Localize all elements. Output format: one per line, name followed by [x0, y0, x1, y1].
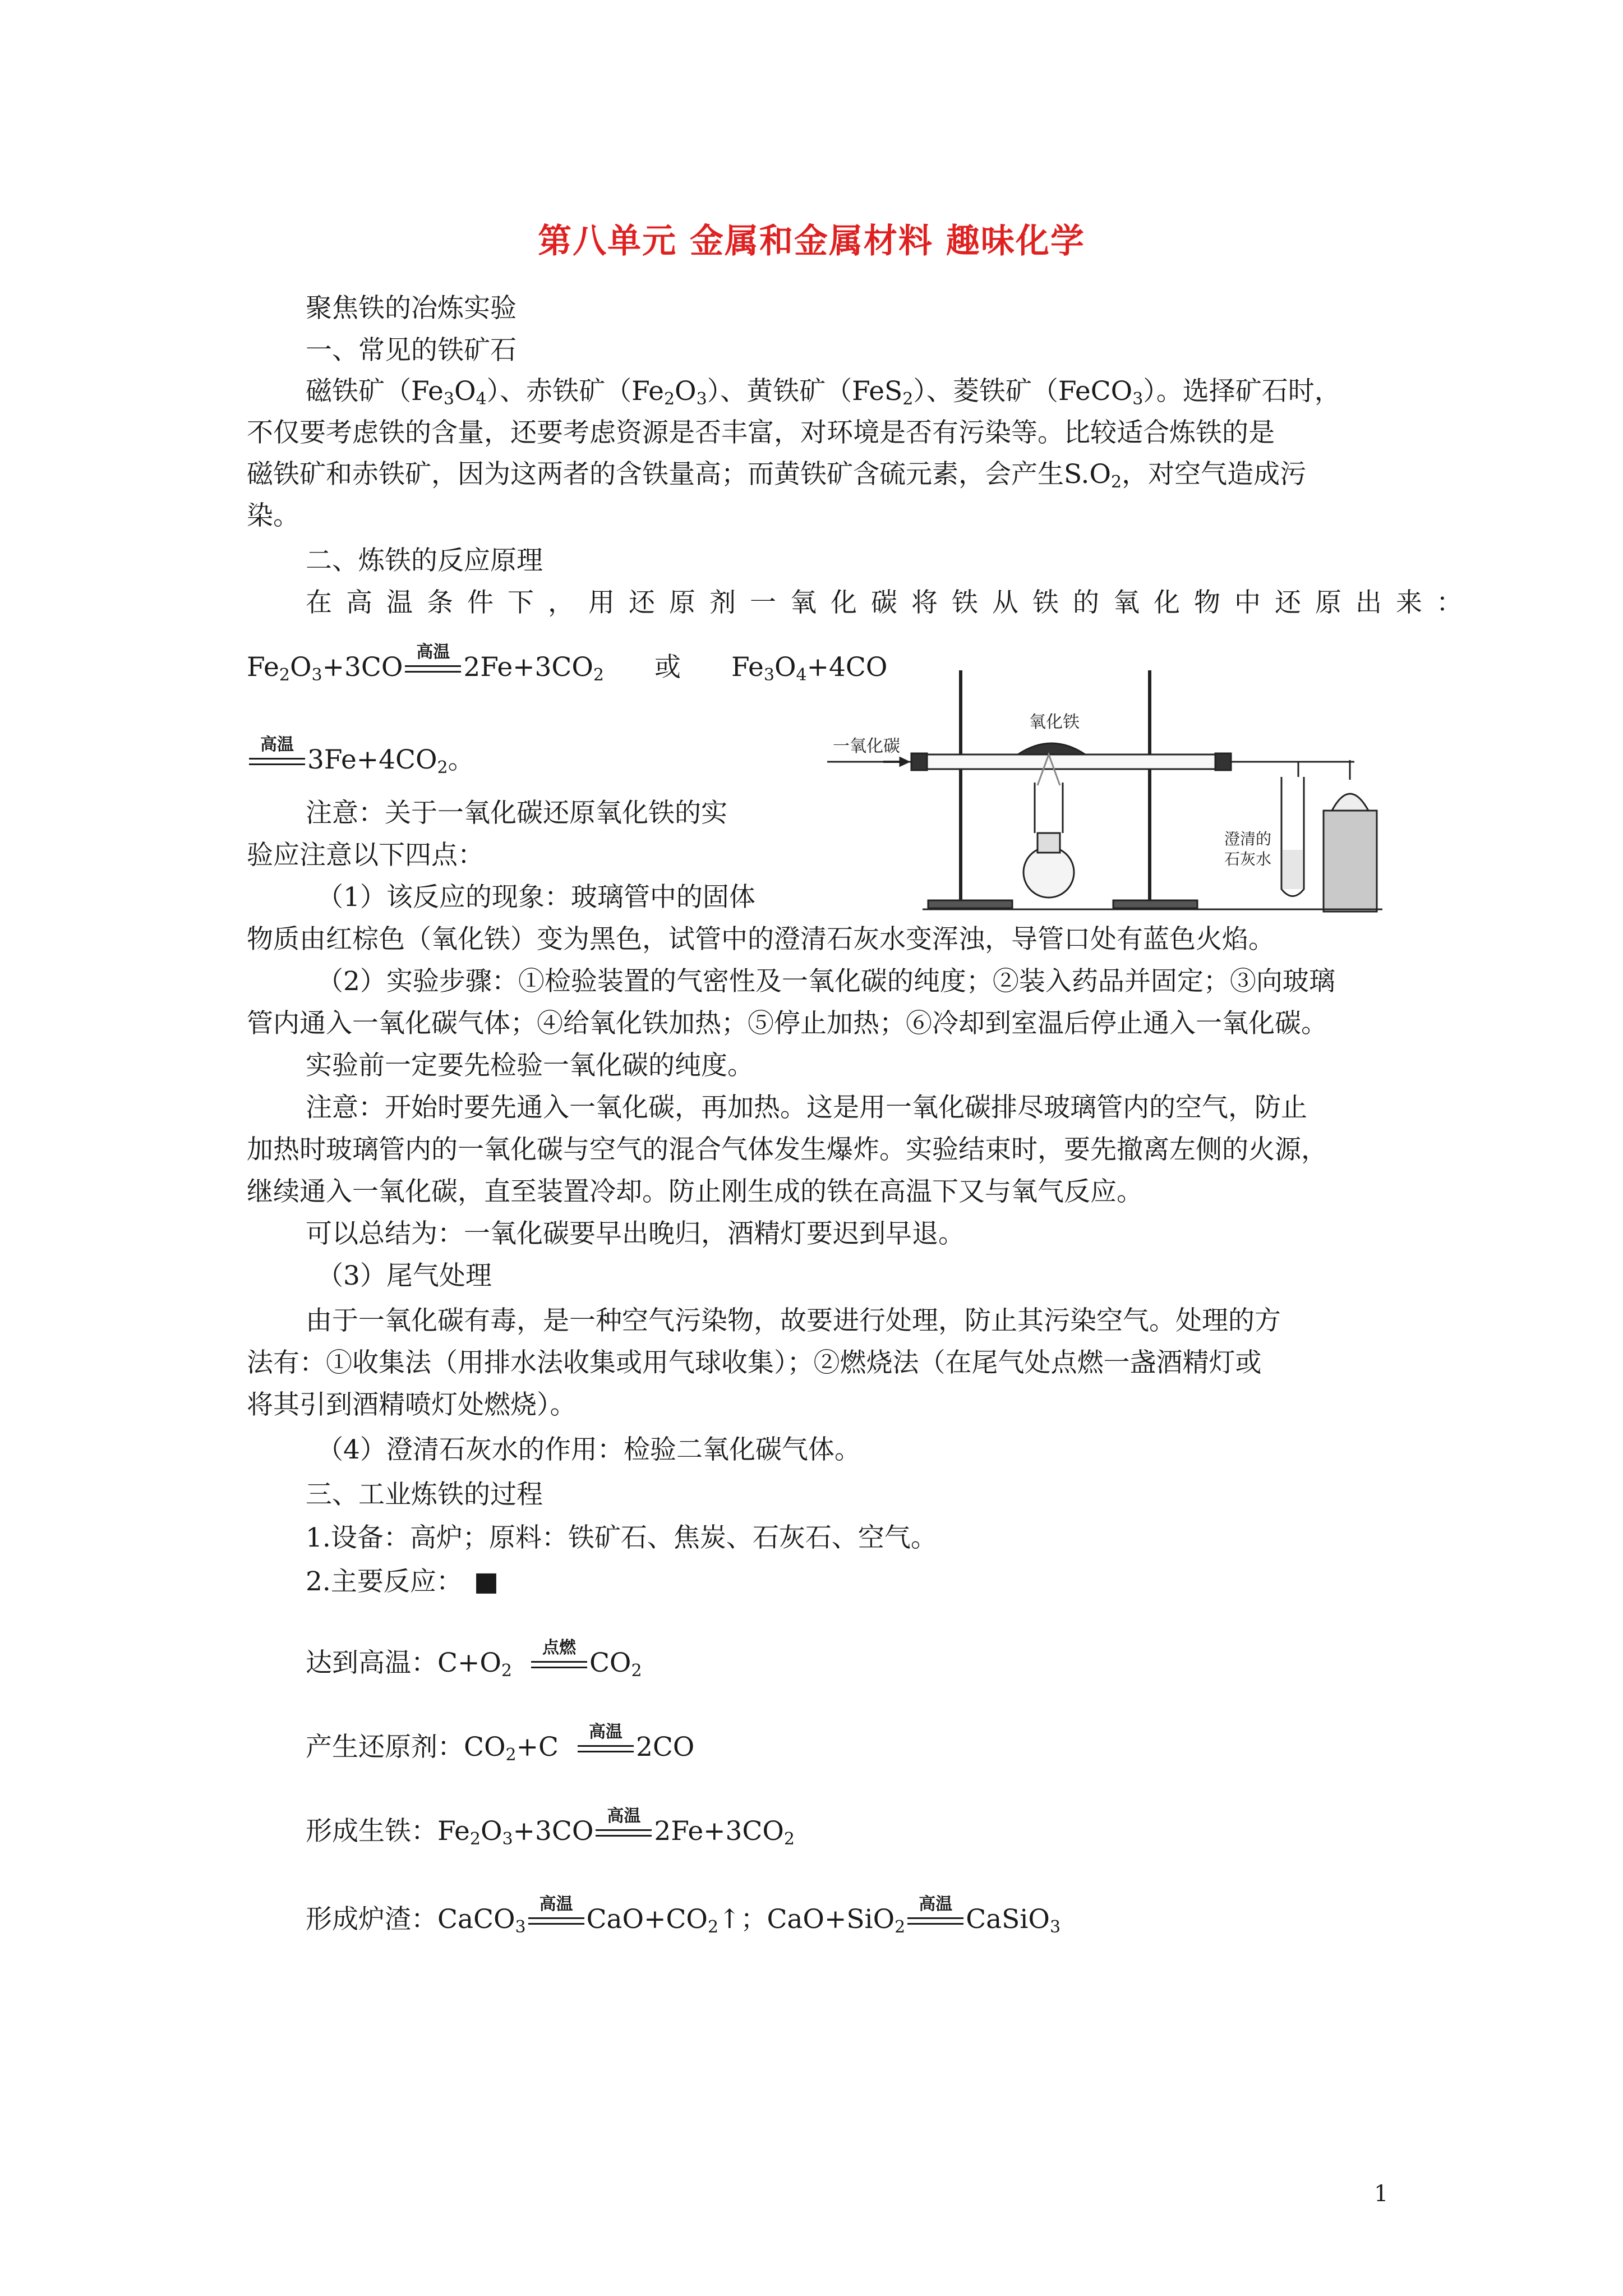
section1-paragraph-line2: 不仅要考虑铁的含量，还要考虑资源是否丰富，对环境是否有污染等。比较适合炼铁的是: [247, 417, 1275, 448]
note-line1: 注意：关于一氧化碳还原氧化铁的实: [306, 798, 727, 829]
section1-paragraph-line4: 染。: [247, 500, 299, 531]
right-stopper: [1215, 753, 1231, 770]
point3-heading: （3）尾气处理: [317, 1260, 492, 1291]
note-line2: 验应注意以下四点：: [247, 840, 484, 871]
left-stand-base: [928, 900, 1012, 908]
burner-tube: [1035, 783, 1063, 833]
right-stand-base: [1113, 900, 1197, 908]
label-iron-oxide: 氧化铁: [1029, 712, 1080, 732]
lamp-stand: [1324, 811, 1377, 912]
section3-heading: 三、工业炼铁的过程: [306, 1479, 543, 1510]
reaction-3: 形成生铁：$Fe_2O_3+3CO$ 高温 $2Fe+3CO_2$: [306, 1806, 795, 1849]
point1-line2: 物质由红棕色（氧化铁）变为黑色，试管中的澄清石灰水变浑浊，导管口处有蓝色火焰。: [247, 924, 1275, 955]
apparatus-drawing: [827, 670, 1382, 912]
iron-oxide-sample: [1018, 743, 1085, 754]
reaction-condition: 高温: [403, 651, 463, 684]
or-text: 或: [654, 652, 681, 683]
reaction-4: 形成炉渣：CaCO$_3$ 高温 $CaO+CO_2↑$；CaO+SiO$_2$ 高温 CaSiO$_3$: [306, 1894, 1061, 1937]
page-number: 1: [1374, 2181, 1389, 2207]
reaction-condition: 高温: [247, 743, 307, 777]
reaction-condition: 点燃: [529, 1646, 589, 1680]
reaction-condition: 高温: [575, 1731, 636, 1764]
caution-line2: 加热时玻璃管内的一氧化碳与空气的混合气体发生爆炸。实验结束时，要先撤离左侧的火源，: [247, 1134, 1327, 1165]
text: 磁铁矿$(Fe_3O_4)$、赤铁矿$(Fe_2O_3)$、黄铁矿（FeS$_2$）、菱铁矿（FeCO$_3$）。选择矿石时，: [306, 376, 1341, 409]
burner-neck: [1038, 833, 1060, 853]
reaction-condition: 高温: [526, 1903, 587, 1936]
point3-line3: 将其引到酒精喷灯处燃烧）。: [247, 1389, 577, 1420]
reaction-condition: 高温: [593, 1815, 654, 1848]
point2-line2: 管内通入一氧化碳气体；④给氧化铁加热；⑤停止加热；⑥冷却到室温后停止通入一氧化碳。: [247, 1008, 1327, 1039]
point3-line1: 由于一氧化碳有毒，是一种空气污染物，故要进行处理，防止其污染空气。处理的方: [306, 1305, 1281, 1336]
iron-smelting-apparatus-diagram: [816, 665, 1416, 923]
section1-paragraph-line3: 磁铁矿和赤铁矿，因为这两者的含铁量高；而黄铁矿含硫元素，会产生$S.O_2$，对空气造成污: [247, 459, 1307, 492]
label-limewater-2: 石灰水: [1224, 850, 1272, 868]
label-limewater-1: 澄清的: [1224, 830, 1272, 848]
section1-paragraph-line1: [306, 375, 1385, 408]
inlet-arrowhead: [900, 758, 909, 766]
section3-item1: 1.设备：高炉；原料：铁矿石、焦炭、石灰石、空气。: [306, 1522, 937, 1553]
point1-line1: （1）该反应的现象：玻璃管中的固体: [317, 882, 755, 913]
section3-item2: 2.主要反应： ■: [306, 1566, 499, 1597]
reaction-1: 达到高温：$C+O_2$ 点燃 $CO_2$: [306, 1638, 642, 1681]
point4: （4）澄清石灰水的作用：检验二氧化碳气体。: [317, 1434, 861, 1465]
label-carbon-monoxide: 一氧化碳: [833, 737, 900, 756]
equation-2: 高温 $3Fe+4CO_2$。: [247, 743, 474, 777]
point2-line1: （2）实验步骤：①检验装置的气密性及一氧化碳的纯度；②装入药品并固定；③向玻璃: [317, 966, 1335, 997]
burner-base: [1023, 847, 1074, 898]
glass-tube: [923, 754, 1220, 769]
page-title: 第八单元 金属和金属材料 趣味化学: [538, 222, 1085, 261]
end-lamp: [1332, 794, 1368, 811]
section2-heading: 二、炼铁的反应原理: [306, 545, 543, 576]
left-stopper: [911, 753, 927, 770]
section2-intro: 在高温条件下，用还原剂一氧化碳将铁从铁的氧化物中还原出来：: [306, 587, 1477, 618]
caution-line3: 继续通入一氧化碳，直至装置冷却。防止刚生成的铁在高温下又与氧气反应。: [247, 1176, 1143, 1207]
reaction-condition: 高温: [905, 1903, 966, 1936]
limewater: [1283, 850, 1303, 889]
section1-heading: 一、常见的铁矿石: [306, 335, 517, 366]
summary-line: 可以总结为：一氧化碳要早出晚归，酒精灯要迟到早退。: [306, 1218, 965, 1249]
square-mark: ■: [473, 1566, 499, 1597]
point2-line3: 实验前一定要先检验一氧化碳的纯度。: [306, 1050, 754, 1081]
caution-line1: 注意：开始时要先通入一氧化碳，再加热。这是用一氧化碳排尽玻璃管内的空气，防止: [306, 1092, 1307, 1123]
equation-1: $Fe_2O_3+3CO$ 高温 $2Fe+3CO_2$ 或 $Fe_3O_4+4CO$: [247, 642, 888, 685]
reaction-2: 产生还原剂：$CO_2+C$ 高温 2CO: [306, 1722, 695, 1765]
point3-line2: 法有：①收集法（用排水法收集或用气球收集）；②燃烧法（在尾气处点燃一盏酒精灯或: [247, 1347, 1262, 1378]
subtitle: 聚焦铁的冶炼实验: [306, 293, 517, 324]
